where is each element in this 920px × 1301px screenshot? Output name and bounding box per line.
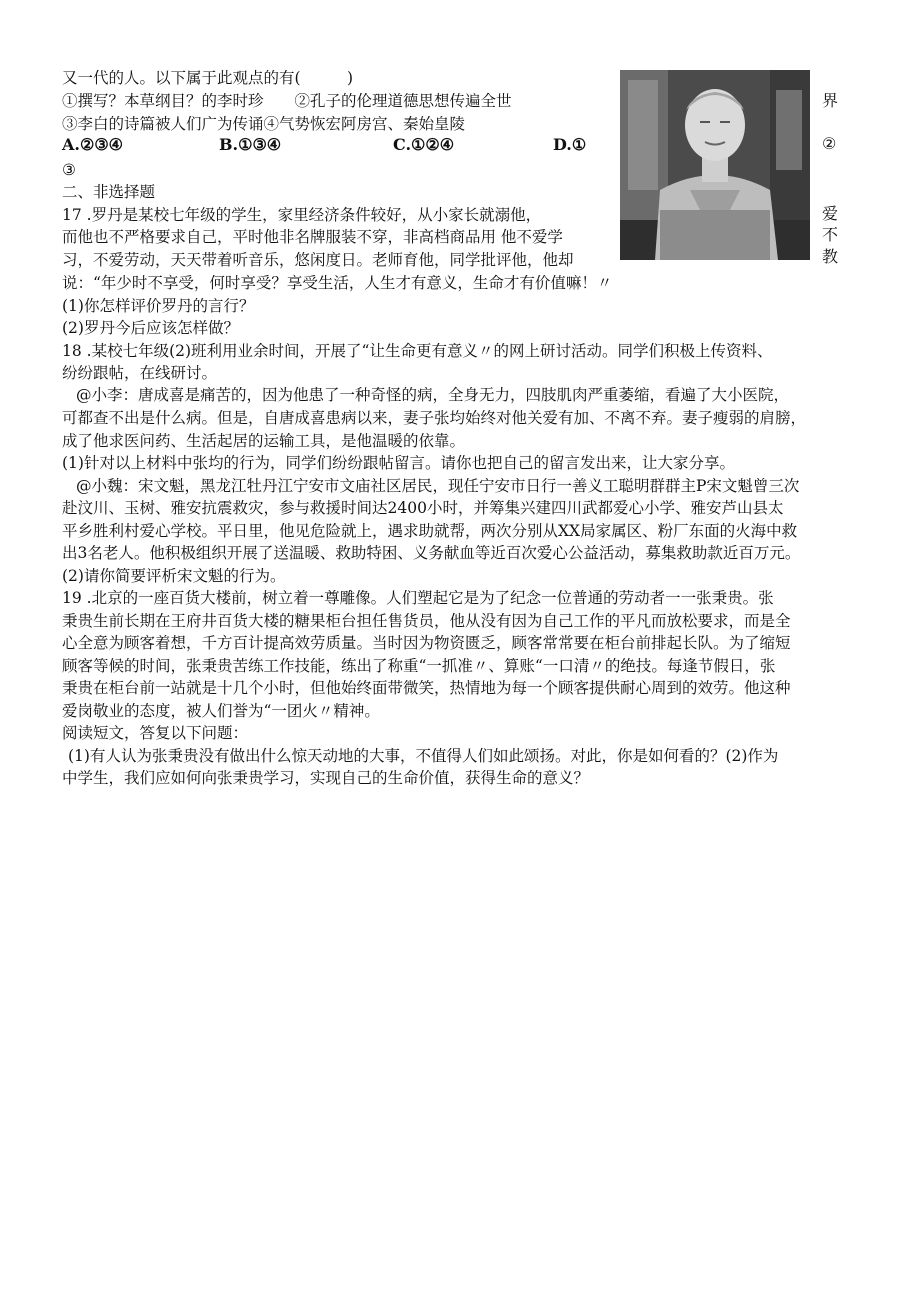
q18-post-wei: @小魏：宋文魁，黑龙江牡丹江宁安市文庙社区居民，现任宁安市日行一善义工聪明群群主P宋文魁曾三次 xyxy=(76,477,800,495)
q18-post-li: 成了他求医问药、生活起居的运输工具，是他温暖的依靠。 xyxy=(62,432,466,450)
q18-post-wei: 赴汶川、玉树、雅安抗震救灾，参与救援时间达2400小时，并筹集兴建四川武都爱心小学、雅安芦山县太 xyxy=(62,499,784,517)
option-d-continuation: ③ xyxy=(62,161,76,179)
q18-text-line: 纷纷跟帖，在线研讨。 xyxy=(62,364,218,382)
side-char: 界 xyxy=(822,91,839,110)
option-d: D.① xyxy=(553,135,587,154)
q19-text-line: 19 .北京的一座百货大楼前，树立着一尊雕像。人们塑起它是为了纪念一位普通的劳动者一一张秉贵。张 xyxy=(62,589,774,607)
q18-subquestion-2: (2)请你简要评析宋文魁的行为。 xyxy=(62,567,286,585)
q17-text-line: 说：“年少时不享受，何时享受？享受生活，人生才有意义，生命才有价值嘛！〃 xyxy=(62,274,613,292)
section-heading: 二、非选择题 xyxy=(62,183,156,201)
option-c: C.①②④ xyxy=(393,135,455,154)
side-char: 爱 xyxy=(822,204,839,223)
q17-subquestion-2: (2)罗丹今后应该怎样做？ xyxy=(62,319,239,337)
choice-line-2: ③李白的诗篇被人们广为传诵④气势恢宏阿房宫、秦始皇陵 xyxy=(62,115,466,133)
q19-text-line: 心全意为顾客着想，千方百计提高效劳质量。当时因为物资匮乏，顾客常常要在柜台前排起长队。为了缩短 xyxy=(62,634,791,652)
question-stem-line: 又一代的人。以下属于此观点的有( ) xyxy=(62,69,354,87)
statue-photo xyxy=(620,70,810,260)
q17-subquestion-1: (1)你怎样评价罗丹的言行？ xyxy=(62,297,255,315)
q19-text-line: 秉贵在柜台前一站就是十几个小时，但他始终面带微笑，热情地为每一个顾客提供耐心周到的效劳。他这种 xyxy=(62,679,791,697)
q18-subquestion-1: (1)针对以上材料中张均的行为，同学们纷纷跟帖留言。请你也把自己的留言发出来，让大家分享。 xyxy=(62,454,735,472)
q17-text-line: 习，不爱劳动，天天带着听音乐，悠闲度日。老师育他，同学批评他，他却 xyxy=(62,251,574,269)
q18-post-li: 可都查不出是什么病。但是，自唐成喜患病以来，妻子张均始终对他关爱有加、不离不弃。妻子瘦弱的肩膀， xyxy=(62,409,807,427)
side-char: 教 xyxy=(822,247,839,266)
choice-line-1: ①撰写？本草纲目？的李时珍 ②孔子的伦理道德思想传遍全世 xyxy=(62,92,512,110)
q19-text-line: 顾客等候的时间，张秉贵苦练工作技能，练出了称重“一抓准〃、算账“一口清〃的绝技。每逢节假日，张 xyxy=(62,657,776,675)
q18-text-line: 18 .某校七年级(2)班利用业余时间，开展了“让生命更有意义〃的网上研讨活动。同学们积极上传资料、 xyxy=(62,342,773,360)
q18-post-wei: 出3名老人。他积极组织开展了送温暖、救助特困、义务献血等近百次爱心公益活动，募集救助款近百万元。 xyxy=(62,544,801,562)
side-char: 不 xyxy=(822,225,839,244)
side-char: ② xyxy=(822,134,837,153)
q19-text-line: 秉贵生前长期在王府井百货大楼的糖果柜台担任售货员，他从没有因为自己工作的平凡而放松要求，而是全 xyxy=(62,612,791,630)
option-b: B.①③④ xyxy=(219,135,282,154)
q18-post-wei: 平乡胜利村爱心学校。平日里，他见危险就上，遇求助就帮，两次分别从XX局家属区、粉厂东面的火海中救 xyxy=(62,522,798,540)
q19-instruction: 阅读短文，答复以下问题： xyxy=(62,724,249,742)
q19-subquestions: 中学生，我们应如何向张秉贵学习，实现自己的生命价值，获得生命的意义？ xyxy=(62,769,590,787)
option-a: A.②③④ xyxy=(62,135,124,154)
q18-post-li: @小李：唐成喜是痛苦的，因为他患了一种奇怪的病，全身无力，四肢肌肉严重萎缩，看遍了大小医院， xyxy=(76,386,790,404)
q17-text-line: 17 .罗丹是某校七年级的学生，家里经济条件较好，从小家长就溺他， xyxy=(62,206,542,224)
q17-text-line: 而他也不严格要求自己，平时他非名牌服装不穿，非高档商品用 他不爱学 xyxy=(62,228,563,246)
q19-text-line: 爱岗敬业的态度，被人们誉为“一团火〃精神。 xyxy=(62,702,380,720)
q19-subquestions: (1)有人认为张秉贵没有做出什么惊天动地的大事，不值得人们如此颂扬。对此，你是如何看的？(2)作为 xyxy=(68,747,779,765)
